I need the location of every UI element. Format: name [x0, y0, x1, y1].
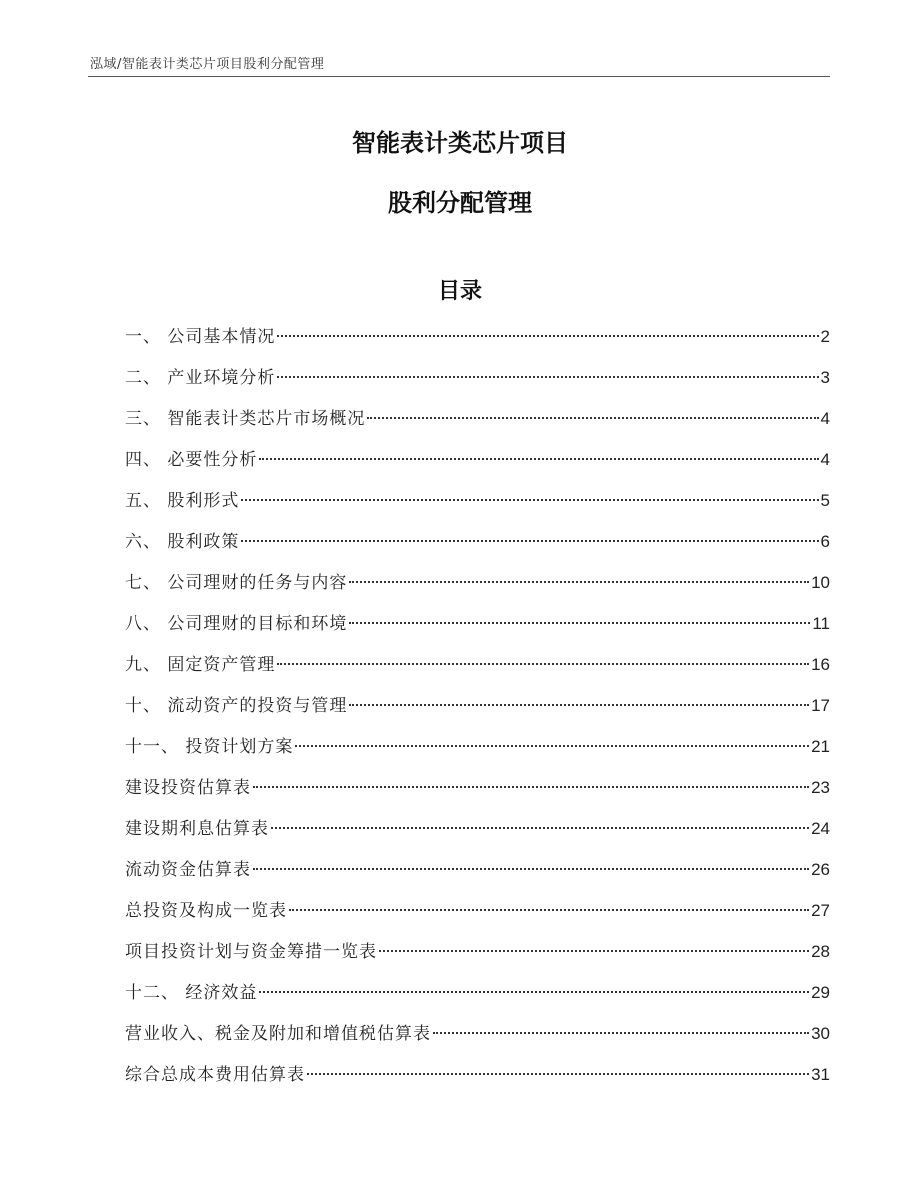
toc-dot-leader [307, 1073, 809, 1075]
toc-dot-leader [259, 458, 818, 460]
toc-heading: 目录 [437, 279, 482, 304]
toc-entry-label: 九、 固定资产管理 [125, 655, 276, 675]
toc-entry-page: 27 [811, 901, 830, 920]
toc-entry[interactable] [125, 938, 830, 979]
running-header: 泓域/智能表计类芯片项目股利分配管理 [90, 57, 325, 72]
toc-entry-page: 5 [820, 491, 830, 510]
toc-entry-page: 10 [811, 573, 830, 592]
toc-entry-page: 6 [820, 532, 830, 551]
toc-entry[interactable] [125, 733, 830, 774]
toc-entry[interactable] [125, 405, 830, 446]
toc-entry-page: 11 [812, 614, 830, 633]
toc-entry-label: 七、 公司理财的任务与内容 [125, 573, 348, 593]
toc-entry[interactable] [125, 651, 830, 692]
toc-entry-page: 2 [820, 327, 830, 346]
toc-entry-page: 4 [820, 409, 830, 428]
toc-dot-leader [295, 745, 809, 747]
toc-entry-label: 八、 公司理财的目标和环境 [125, 614, 348, 634]
toc-entry-label: 建设投资估算表 [125, 778, 251, 798]
toc-entry[interactable] [125, 856, 830, 897]
toc-entry[interactable] [125, 610, 830, 651]
document-title-line-2: 股利分配管理 [388, 189, 532, 217]
toc-dot-leader [289, 909, 809, 911]
toc-entry-label: 十一、 投资计划方案 [125, 737, 294, 757]
toc-dot-leader [433, 1032, 809, 1034]
toc-dot-leader [277, 376, 818, 378]
toc-entry-page: 17 [811, 696, 830, 715]
toc-dot-leader [253, 868, 809, 870]
toc-entry-page: 29 [811, 983, 830, 1002]
header-divider [88, 76, 830, 77]
toc-dot-leader [277, 335, 818, 337]
toc-entry-page: 3 [820, 368, 830, 387]
toc-dot-leader [271, 827, 809, 829]
toc-dot-leader [349, 581, 809, 583]
toc-dot-leader [241, 540, 818, 542]
toc-entry-page: 28 [811, 942, 830, 961]
toc-entry-page: 23 [811, 778, 830, 797]
toc-entry-label: 建设期利息估算表 [125, 819, 269, 839]
toc-entry[interactable] [125, 323, 830, 364]
toc-entry-label: 一、 公司基本情况 [125, 327, 276, 347]
toc-entry[interactable] [125, 774, 830, 815]
toc-entry-label: 二、 产业环境分析 [125, 368, 276, 388]
toc-entry-page: 4 [820, 450, 830, 469]
toc-dot-leader [253, 786, 809, 788]
toc-entry-page: 26 [811, 860, 830, 879]
toc-entry-label: 四、 必要性分析 [125, 450, 258, 470]
toc-entry-page: 31 [811, 1065, 830, 1084]
toc-dot-leader [259, 991, 809, 993]
toc-entry-label: 流动资金估算表 [125, 860, 251, 880]
toc-entry-label: 五、 股利形式 [125, 491, 240, 511]
toc-entry[interactable] [125, 364, 830, 405]
toc-entry-label: 营业收入、税金及附加和增值税估算表 [125, 1024, 431, 1044]
toc-entry-label: 项目投资计划与资金筹措一览表 [125, 942, 377, 962]
toc-entry[interactable] [125, 815, 830, 856]
toc-entry-page: 24 [811, 819, 830, 838]
toc-entry[interactable] [125, 1061, 830, 1102]
toc-entry[interactable] [125, 897, 830, 938]
toc-dot-leader [367, 417, 818, 419]
toc-entry-label: 综合总成本费用估算表 [125, 1065, 305, 1085]
toc-entry-page: 16 [811, 655, 830, 674]
toc-entry[interactable] [125, 979, 830, 1020]
table-of-contents [125, 323, 830, 1102]
toc-entry-label: 十二、 经济效益 [125, 983, 258, 1003]
toc-dot-leader [277, 663, 809, 665]
toc-dot-leader [349, 622, 810, 624]
toc-entry-page: 30 [811, 1024, 830, 1043]
toc-entry[interactable] [125, 569, 830, 610]
toc-entry-label: 十、 流动资产的投资与管理 [125, 696, 348, 716]
toc-entry[interactable] [125, 528, 830, 569]
toc-entry[interactable] [125, 446, 830, 487]
toc-dot-leader [241, 499, 818, 501]
toc-entry-page: 21 [811, 737, 830, 756]
toc-entry[interactable] [125, 487, 830, 528]
toc-entry-label: 三、 智能表计类芯片市场概况 [125, 409, 366, 429]
toc-dot-leader [379, 950, 809, 952]
document-title-line-1: 智能表计类芯片项目 [352, 129, 568, 157]
toc-entry[interactable] [125, 692, 830, 733]
toc-entry[interactable] [125, 1020, 830, 1061]
toc-entry-label: 六、 股利政策 [125, 532, 240, 552]
toc-entry-label: 总投资及构成一览表 [125, 901, 287, 921]
toc-dot-leader [349, 704, 809, 706]
